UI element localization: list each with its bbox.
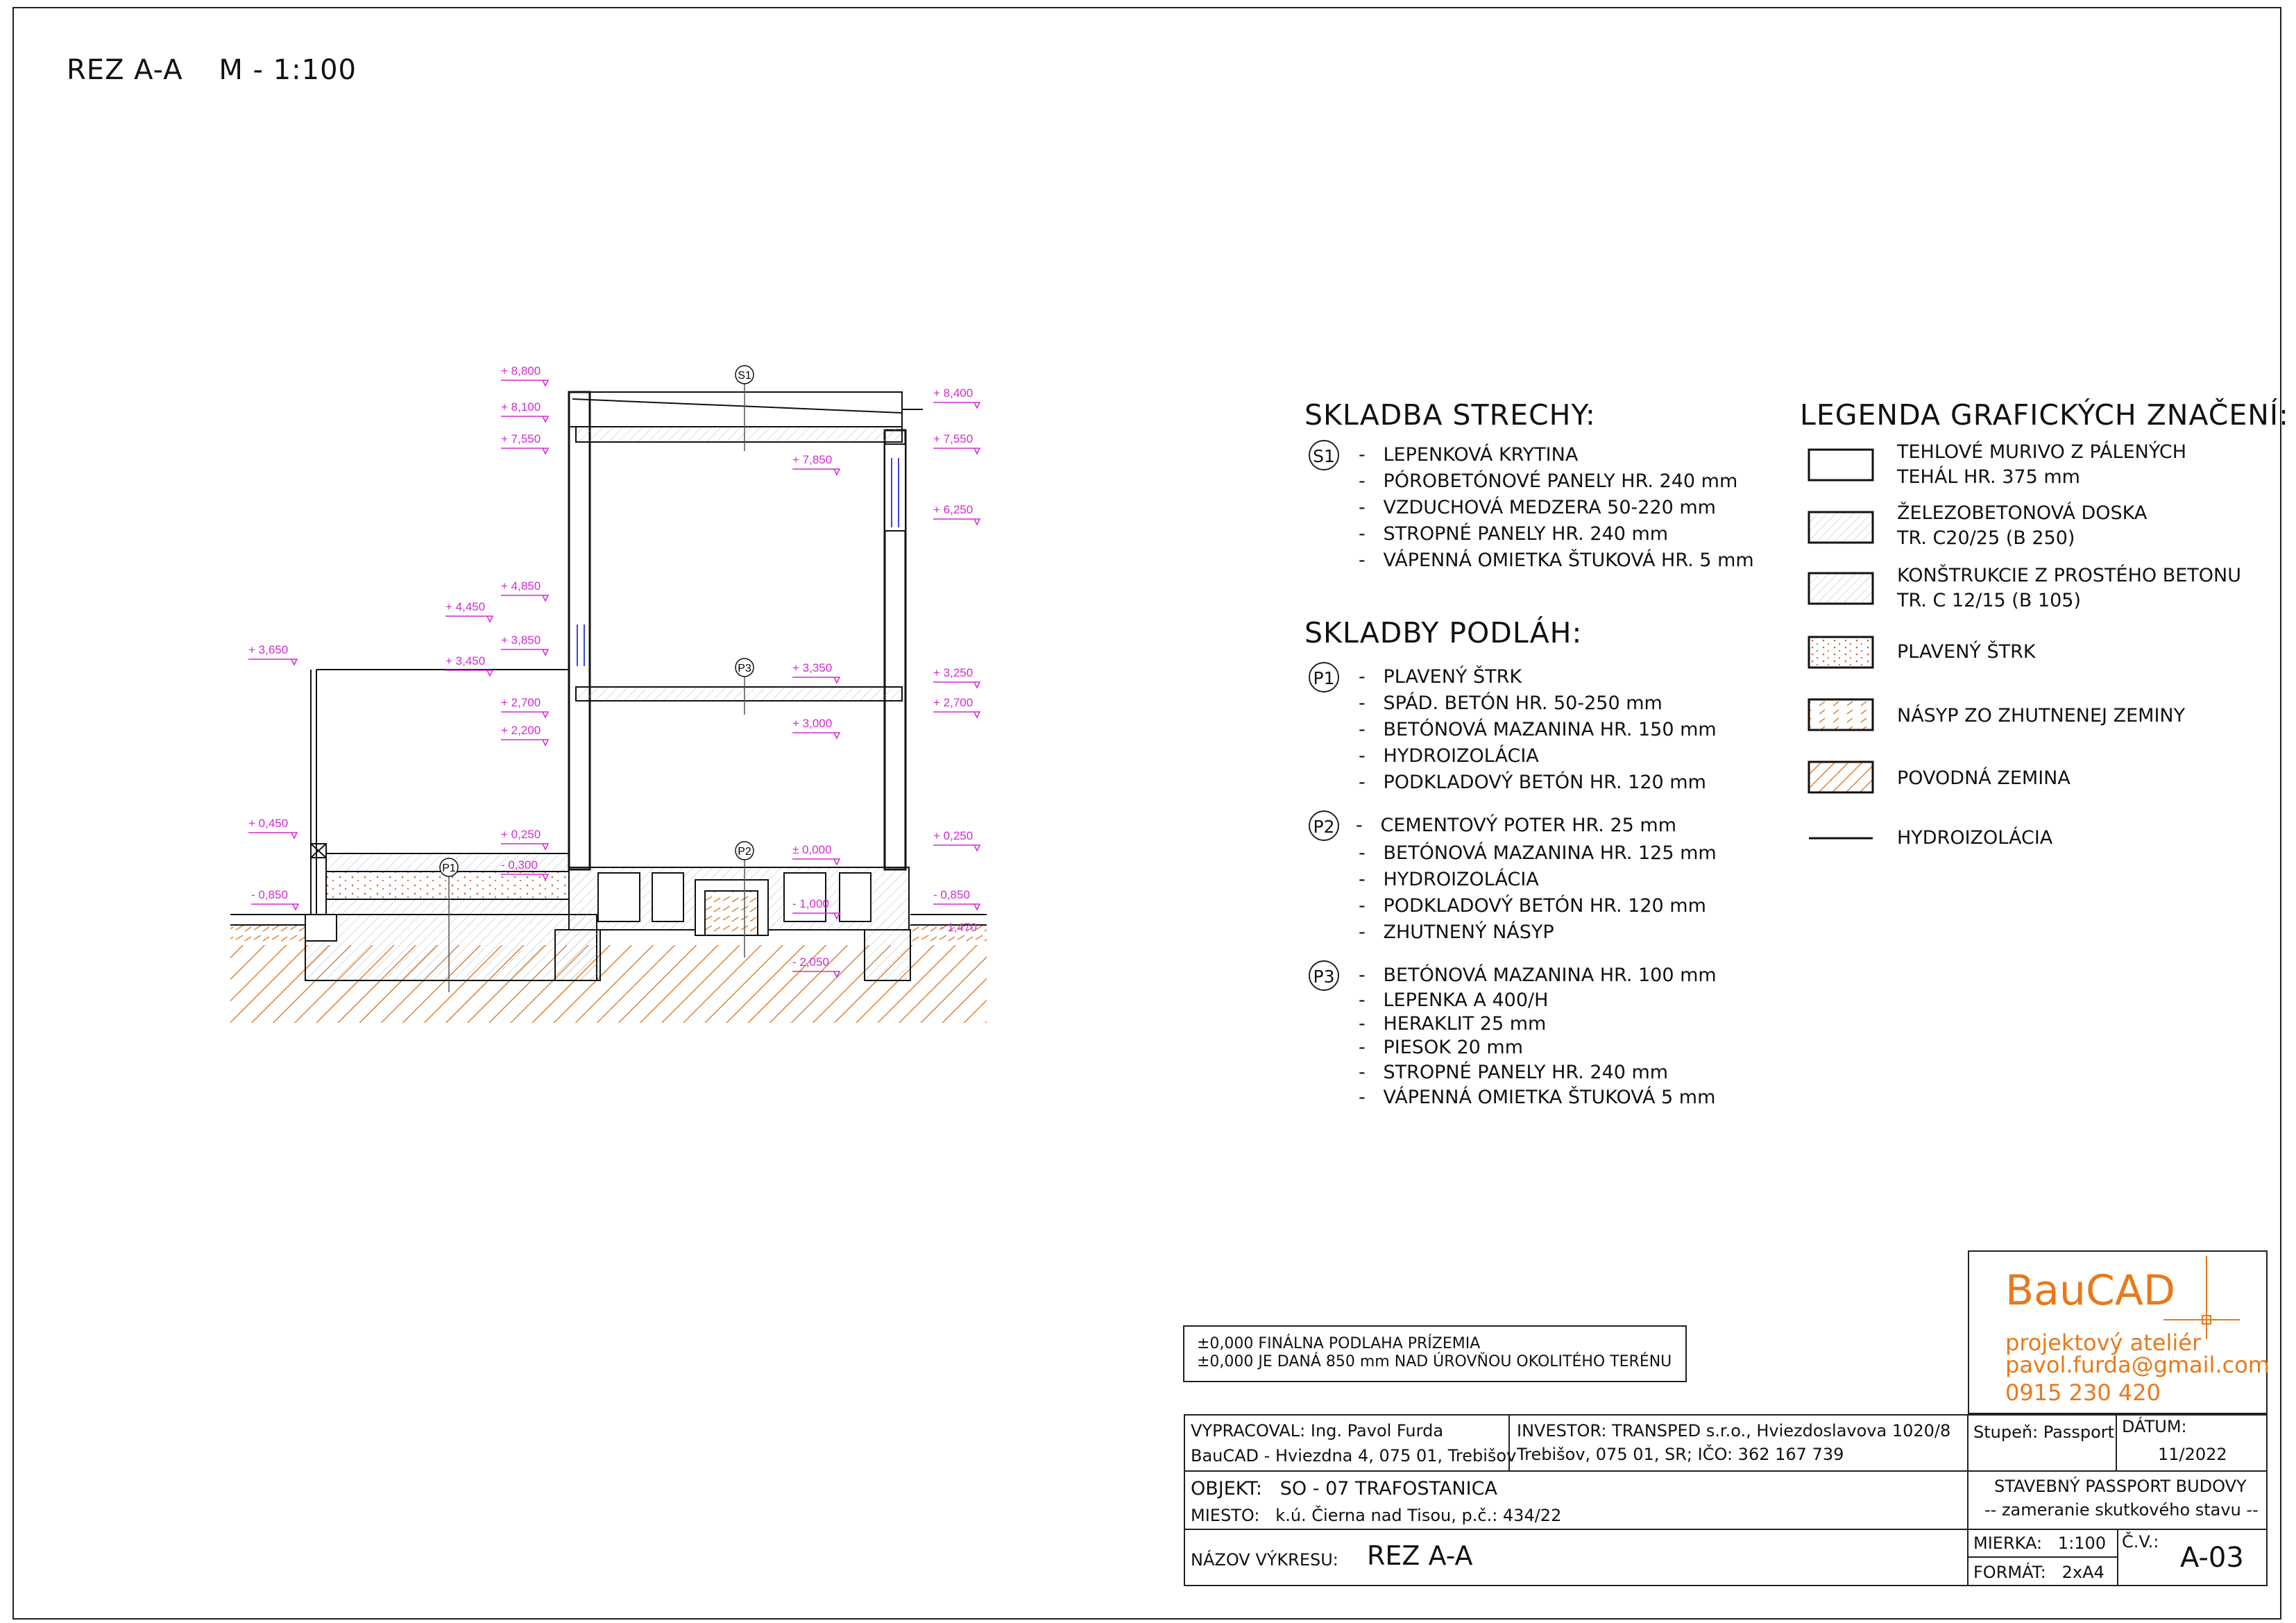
level-mark: - 2,050 [792, 955, 829, 969]
date-label: DÁTUM: [2122, 1417, 2187, 1436]
floors-heading: SKLADBY PODLÁH: [1304, 616, 1583, 649]
floor-layer: - PODKLADOVÝ BETÓN HR. 120 mm [1359, 895, 1706, 917]
level-mark: + 3,250 [933, 666, 973, 679]
level-mark: + 2,700 [933, 696, 973, 709]
floor-layer: - LEPENKA A 400/H [1359, 989, 1549, 1011]
object-line: OBJEKT: SO - 07 TRAFOSTANICA [1191, 1478, 1497, 1499]
legend-item-plain-concrete: KONŠTRUKCIE Z PROSTÉHO BETONU TR. C 12/15 (B 105) [1897, 565, 2242, 611]
investor-address: Trebišov, 075 01, SR; IČO: 362 167 739 [1517, 1445, 1844, 1464]
level-mark: + 3,650 [248, 643, 289, 656]
legend-item-soil: POVODNÁ ZEMINA [1897, 767, 2070, 789]
roof-layer: - VÁPENNÁ OMIETKA ŠTUKOVÁ HR. 5 mm [1359, 550, 1754, 571]
level-mark: + 2,700 [501, 696, 541, 709]
section-name: REZ A-A [67, 54, 183, 86]
level-mark: + 3,350 [792, 661, 833, 674]
legend-item-fill: NÁSYP ZO ZHUTNENEJ ZEMINY [1897, 705, 2186, 726]
level-mark: + 6,250 [933, 503, 973, 516]
floor-p1-tag: P1 [1309, 662, 1339, 692]
floor-layer: - ZHUTNENÝ NÁSYP [1359, 921, 1554, 943]
roof-tag: S1 [1309, 440, 1339, 470]
level-mark: + 7,550 [501, 432, 541, 445]
level-mark: ± 0,000 [792, 843, 832, 856]
floor-p3-tag: P3 [1309, 960, 1339, 991]
level-mark: + 3,850 [501, 634, 541, 647]
level-mark: + 3,000 [792, 717, 833, 730]
tag-p1: P1 [442, 863, 456, 874]
floor-layer: - HYDROIZOLÁCIA [1359, 745, 1539, 767]
legend-item-brick: TEHLOVÉ MURIVO Z PÁLENÝCH TEHÁL HR. 375 mm [1897, 441, 2187, 488]
level-mark: + 7,850 [792, 453, 833, 466]
place-line: MIESTO: k.ú. Čierna nad Tisou, p.č.: 434/22 [1191, 1506, 1562, 1525]
level-mark: - 0,300 [501, 858, 538, 872]
roof-layer: - STROPNÉ PANELY HR. 240 mm [1359, 523, 1669, 545]
level-mark: - 0,850 [251, 888, 288, 901]
roof-layer: - LEPENKOVÁ KRYTINA [1359, 444, 1579, 466]
level-mark: + 8,100 [501, 400, 541, 414]
drawing-name: REZ A-A [1367, 1540, 1473, 1571]
floor-layer: - STROPNÉ PANELY HR. 240 mm [1359, 1062, 1669, 1083]
floor-layer: - PODKLADOVÝ BETÓN HR. 120 mm [1359, 772, 1706, 793]
legend-item-gravel: PLAVENÝ ŠTRK [1897, 641, 2036, 663]
stage: Stupeň: Passport [1973, 1422, 2115, 1442]
legend-item-waterproofing: HYDROIZOLÁCIA [1897, 827, 2053, 849]
floor-layer: - BETÓNOVÁ MAZANINA HR. 100 mm [1359, 965, 1717, 986]
company-phone: 0915 230 420 [2005, 1379, 2161, 1406]
roof-layer: - PÓROBETÓNOVÉ PANELY HR. 240 mm [1359, 470, 1738, 492]
floor-layer: - BETÓNOVÁ MAZANINA HR. 125 mm [1359, 842, 1717, 864]
floor-layer: - SPÁD. BETÓN HR. 50-250 mm [1359, 692, 1663, 714]
drawn-by-address: BauCAD - Hviezdna 4, 075 01, Trebišov [1191, 1446, 1517, 1465]
company-tagline: projektový ateliér [2005, 1329, 2202, 1356]
number-label: Č.V.: [2122, 1532, 2159, 1552]
level-mark: + 0,450 [248, 817, 289, 830]
tag-s1: S1 [738, 370, 751, 382]
drawing-number: A-03 [2180, 1542, 2244, 1574]
level-mark: + 2,200 [501, 724, 541, 737]
level-mark: - 1,000 [792, 897, 829, 910]
floor-layer: - HYDROIZOLÁCIA [1359, 869, 1539, 890]
tag-p3: P3 [738, 663, 751, 674]
floor-layer: - PLAVENÝ ŠTRK [1359, 666, 1522, 688]
legend-item-rc-slab: ŽELEZOBETONOVÁ DOSKA TR. C20/25 (B 250) [1897, 502, 2148, 549]
level-mark: + 7,550 [933, 432, 973, 445]
floor-layer: - VÁPENNÁ OMIETKA ŠTUKOVÁ 5 mm [1359, 1087, 1716, 1108]
level-mark: - 0,850 [933, 888, 970, 901]
level-mark: + 3,450 [445, 654, 486, 668]
floor-layer: - HERAKLIT 25 mm [1359, 1013, 1547, 1035]
floor-layer: - PIESOK 20 mm [1359, 1037, 1524, 1058]
doc-subtitle: -- zameranie skutkového stavu -- [1984, 1500, 2259, 1520]
scale-line: MIERKA: 1:100 [1973, 1533, 2107, 1553]
level-mark: + 0,250 [933, 829, 973, 842]
date-value: 11/2022 [2158, 1445, 2227, 1464]
section-scale: M - 1:100 [219, 54, 357, 86]
legend-heading: LEGENDA GRAFICKÝCH ZNAČENÍ: [1800, 398, 2289, 432]
level-mark: + 4,850 [501, 579, 541, 593]
level-mark: + 4,450 [445, 600, 486, 613]
zero-level-note: ±0,000 FINÁLNA PODLAHA PRÍZEMIA ±0,000 JE DANÁ 850 mm NAD ÚROVŇOU OKOLITÉHO TERÉNU [1183, 1325, 1687, 1382]
doc-type: STAVEBNÝ PASSPORT BUDOVY [1994, 1477, 2247, 1496]
floor-layer: - CEMENTOVÝ POTER HR. 25 mm [1356, 815, 1677, 836]
floor-p2-tag: P2 [1309, 810, 1339, 841]
drawing-name-label: NÁZOV VÝKRESU: [1191, 1550, 1338, 1570]
format-line: FORMÁT: 2xA4 [1973, 1563, 2104, 1582]
level-mark: - 1,470 [940, 921, 977, 934]
roof-heading: SKLADBA STRECHY: [1304, 398, 1596, 432]
investor: INVESTOR: TRANSPED s.r.o., Hviezdoslavova 1020/8 [1517, 1421, 1951, 1441]
company-logo: BauCAD [2005, 1266, 2176, 1315]
roof-layer: - VZDUCHOVÁ MEDZERA 50-220 mm [1359, 497, 1716, 518]
floor-layer: - BETÓNOVÁ MAZANINA HR. 150 mm [1359, 719, 1717, 740]
company-email: pavol.furda@gmail.com [2005, 1352, 2270, 1378]
level-mark: + 0,250 [501, 828, 541, 841]
tag-p2: P2 [738, 846, 751, 858]
level-mark: + 8,400 [933, 386, 973, 400]
drawn-by: VYPRACOVAL: Ing. Pavol Furda [1191, 1421, 1444, 1441]
level-mark: + 8,800 [501, 364, 541, 377]
